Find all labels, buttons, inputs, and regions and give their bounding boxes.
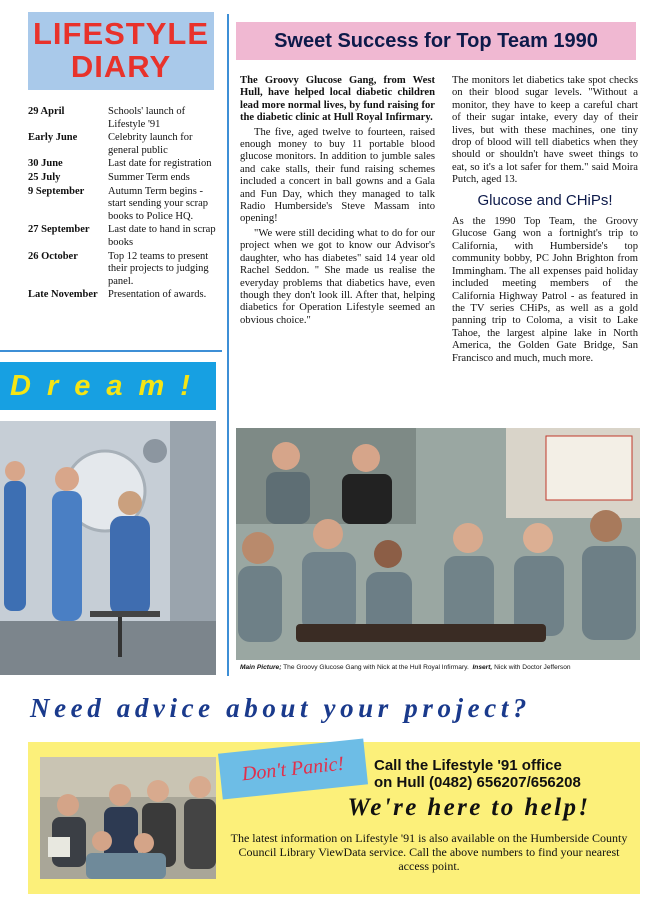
caption-label-insert: Insert, bbox=[472, 664, 493, 671]
dream-text: Dream! bbox=[10, 369, 206, 402]
diary-event: Summer Term ends bbox=[108, 171, 190, 183]
article-paragraph: As the 1990 Top Team, the Groovy Glucose Gang won a fortnight's trip to California, with Humberside's top community bobby, PC John Brighton from Immingham. The all expenses paid holiday included meeting members of the California Highway Patrol - as featured in the TV series CHiPs, as well as a gold panning trip to Coloma, a visit to Lake Tahoe, the largest alpine lake in North America, the Golden Gate Bridge, San Francisco and much, much more. bbox=[452, 216, 638, 364]
diary-row bbox=[28, 158, 220, 171]
diary-date: Late November bbox=[28, 289, 98, 301]
diary-date: 26 October bbox=[28, 250, 78, 262]
caption-main: The Groovy Glucose Gang with Nick at the Hull Royal Infirmary. bbox=[281, 664, 469, 671]
diary-date: Early June bbox=[28, 132, 78, 144]
dont-panic-text: Don't Panic! bbox=[240, 752, 346, 785]
diary-date: 9 September bbox=[28, 185, 85, 197]
astronaut-photo-illustration bbox=[0, 421, 216, 675]
dream-banner bbox=[0, 362, 216, 410]
diary-event: Last date to hand in scrap books bbox=[108, 224, 216, 248]
diary-date: 27 September bbox=[28, 224, 90, 236]
diary-date: 29 April bbox=[28, 106, 65, 117]
diary-row bbox=[28, 224, 220, 249]
help-slogan: We're here to help! bbox=[347, 794, 591, 821]
lifestyle-diary-banner bbox=[28, 12, 214, 90]
call-line-1: Call the Lifestyle '91 office bbox=[374, 757, 562, 774]
article-subheading: Glucose and CHiPs! bbox=[477, 191, 613, 209]
article-headline: Sweet Success for Top Team 1990 bbox=[274, 29, 598, 52]
diary-title-line1: LIFESTYLE bbox=[32, 16, 210, 51]
headline-banner bbox=[236, 22, 636, 60]
diary-row bbox=[28, 172, 220, 185]
section-divider bbox=[0, 350, 222, 352]
viewdata-info: The latest information on Lifestyle '91 is also available on the Humberside County Council Library ViewData service. Call the above numbers to find your nearest access point. bbox=[230, 831, 628, 873]
diary-date: 25 July bbox=[28, 171, 61, 183]
caption-label-main: Main Picture; bbox=[240, 664, 282, 671]
diary-row bbox=[28, 289, 220, 302]
caption-insert: Nick with Doctor Jefferson bbox=[492, 664, 571, 671]
article-paragraph: "We were still deciding what to do for our project when we got to know our Advisor's daughter, who has diabetes" said 14 year old Rachel Seddon. " She made us realise the everyday problems that diabetics have, even though they don't look ill. After that, helping diabetics for Operation Lifestyle seemed an obvious choice." bbox=[240, 227, 435, 326]
call-line-2: on Hull (0482) 656207/656208 bbox=[374, 774, 581, 791]
column-divider bbox=[227, 14, 229, 676]
diary-row bbox=[28, 106, 220, 131]
diary-row bbox=[28, 186, 220, 224]
main-group-photo bbox=[236, 428, 640, 660]
diary-event: Presentation of awards. bbox=[108, 289, 207, 301]
diary-event: Last date for registration bbox=[108, 158, 212, 170]
diary-date: 30 June bbox=[28, 158, 63, 170]
office-photo-illustration bbox=[40, 757, 216, 879]
article-paragraph: The five, aged twelve to fourteen, raised enough money to buy 11 portable blood glucose monitors. In addition to jumble sales and cake stalls, their fund raising schemes included a concert in ball gowns and a Gala and Fun Day, which they managed to talk Radio Humberside's Steve Massam into opening! bbox=[240, 126, 435, 225]
diary-row bbox=[28, 251, 220, 289]
diary-row bbox=[28, 132, 220, 157]
astronaut-training-photo bbox=[0, 421, 216, 675]
diary-event: Schools' launch of Lifestyle '91 bbox=[108, 106, 186, 130]
diary-title-line2: DIARY bbox=[70, 49, 172, 84]
need-advice-heading: Need advice about your project? bbox=[30, 693, 532, 723]
diary-event: Celebrity launch for general public bbox=[108, 132, 193, 156]
article-column-right bbox=[452, 75, 638, 367]
article-lead: The Groovy Glucose Gang, from West Hull, have helped local diabetic children lead more normal lives, by fund raising for the diabetic clinic at Hull Royal Infirmary. bbox=[240, 75, 435, 124]
call-office-text bbox=[374, 757, 634, 791]
article-column-left bbox=[240, 75, 435, 329]
article-paragraph: The monitors let diabetics take spot checks on their blood sugar levels. "Without a monitor, they have to keep a careful chart of their sugar intake, every day of their lives, but with these machines, one tiny drop of blood will tell diabetics when they should or shouldn't have sweet things to eat, so it's a lot safer for them." said Moira Putch, aged 13. bbox=[452, 75, 638, 186]
diary-table bbox=[28, 106, 220, 303]
photo-caption bbox=[240, 664, 640, 671]
group-photo-illustration bbox=[236, 428, 640, 660]
office-team-photo bbox=[40, 757, 216, 879]
diary-event: Autumn Term begins - start sending your scrap books to Police HQ. bbox=[108, 185, 209, 222]
diary-event: Top 12 teams to present their projects to judging panel. bbox=[108, 250, 209, 287]
